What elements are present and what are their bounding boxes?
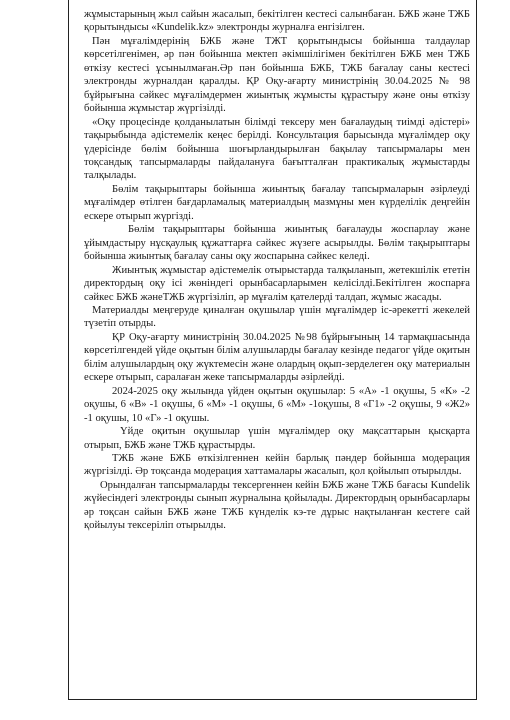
paragraph: Орындалған тапсырмаларды тексергеннен кейін БЖБ және ТЖБ бағасы Kundelik жүйесіндегі электронды сынып журналына қойылады. Директордың орынбасарлары әр тоқсан сайын БЖБ және ТЖБ күнделік кэ-те дұрыс нақтыланған кестеге сай қойылуы тексеріліп отырылды. bbox=[84, 479, 470, 532]
paragraph: Бөлім тақырыптары бойынша жиынтық бағалау тапсырмаларын әзірлеуді мұғалімдер өтілген бағдарламалық материалдың мазмұны мен күрделілік деңгейін ескере отырып жүргізді. bbox=[84, 183, 470, 222]
paragraph: Пән мұғалімдерінің БЖБ және ТЖТ қорытындысы бойынша талдаулар көрсетілгенімен, әр пән бойынша мектеп әкімшілігімен бекітілген БЖБ мен ТЖБ өткізу кестесі ұсынылмаған.Әр пән бойынша БЖБ, ТЖБ бағалау саны кестесі электронды журналдан қаралды. ҚР Оқу-ағарту министрінің 30.04.2025 № 98 бұйрығына сәйкес мұғалімдермен жиынтық жұмысты құрастыру және оны өткізу бойынша жұмыстар жүргізілді. bbox=[84, 35, 470, 115]
paragraph: жұмыстарының жыл сайын жасалып, бекітілген кестесі салынбаған. БЖБ және ТЖБ қорытындысы «Kundelik.kz» электронды журналға енгізілген. bbox=[84, 9, 470, 34]
paragraph: ҚР Оқу-ағарту министрінің 30.04.2025 №98 бұйрығының 14 тармақшасында көрсетілгендей үйде оқытын білім алушыларды бағалау кезінде педагог үйде оқитын білім алушылардың оқу жүктемесін және олардың оқып-зерделеген оқу материалын ескере отырып, саралаған жеке тапсырмаларды әзірлейді. bbox=[84, 331, 470, 384]
table-bottom-border bbox=[68, 699, 477, 700]
document-text-cell bbox=[84, 8, 470, 533]
paragraph: «Оқу процесінде қолданылатын білімді тексеру мен бағалаудың тиімді әдістері» тақырыбында әдістемелік кеңес берілді. Консультация барысында мұғалімдер оқу үдерісінде бөлім бойынша шоғырландырылған бақылау тапсырмалары мен тоқсандық тапсырмаларды пайдалануға бағытталған практикалық жұмыстарды талқылады. bbox=[84, 116, 470, 182]
paragraph: ТЖБ және БЖБ өткізілгеннен кейін барлық пәндер бойынша модерация жүргізілді. Әр тоқсанда модерация хаттамалары жасалып, қол қойылып отырылды. bbox=[84, 452, 470, 478]
table-right-border bbox=[476, 0, 477, 700]
paragraph: Үйде оқитын оқушылар үшін мұғалімдер оқу мақсаттарын қысқарта отырып, БЖБ және ТЖБ құрастырды. bbox=[84, 426, 470, 451]
paragraph: Бөлім тақырыптары бойынша жиынтық бағалауды жоспарлау және ұйымдастыру нұсқаулық құжаттарға сәйкес жүзеге асырылды. Бөлім тақырыптары бойынша жиынтық бағалау саны оқу жоспарына сәйкес келеді. bbox=[84, 224, 470, 263]
paragraph: Жиынтық жұмыстар әдістемелік отырыстарда талқыланып, жетекшілік ететін директордың оқу ісі жөніндегі орынбасарларымен келісілді.Бекітілген жоспарға сәйкес БЖБ жәнеТЖБ жүргізіліп, әр мұғалім қателерді талдап, жұмыс жасады. bbox=[84, 264, 470, 303]
table-left-border bbox=[68, 0, 69, 700]
paragraph: 2024-2025 оқу жылында үйден оқытын оқушылар: 5 «А» -1 оқушы, 5 «К» -2 оқушы, 6 «В» -1 оқушы, 6 «М» -1 оқушы, 6 «М» -1оқушы, 8 «Г1» -2 оқушы, 9 «Ж2» -1 оқушы, 10 «Г» -1 оқушы. bbox=[84, 385, 470, 424]
paragraph: Материалды меңгеруде қиналған оқушылар үшін мұғалімдер іс-әрекетті жекелей түзетіп отырды. bbox=[84, 304, 470, 330]
